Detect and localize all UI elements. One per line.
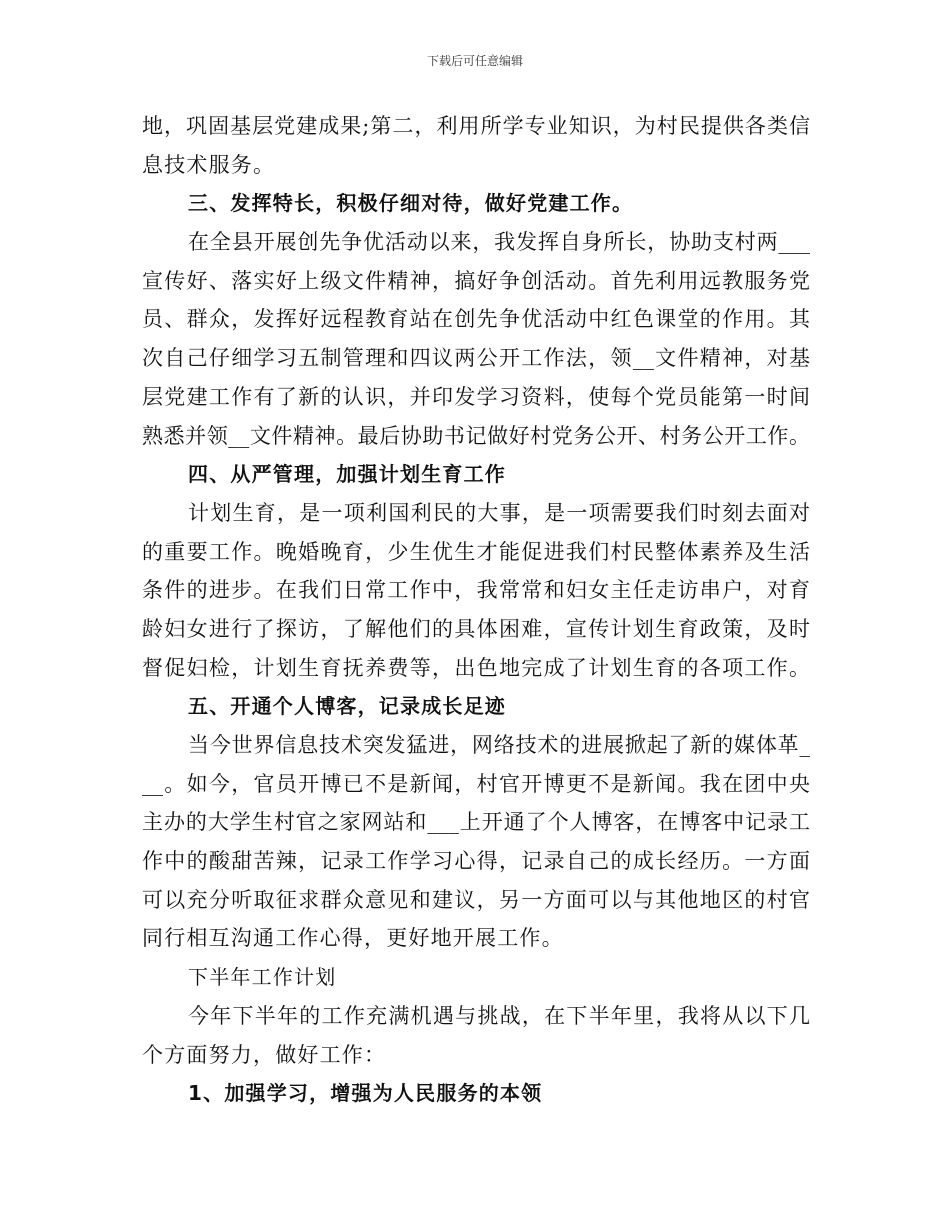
- text-line: 在全县开展创先争优活动以来，我发挥自身所长，协助支村两___: [188, 230, 810, 255]
- text-line: 条件的进步。在我们日常工作中，我常常和妇女主任走访串户，对育: [142, 578, 810, 603]
- text-line: 层党建工作有了新的认识，并印发学习资料，使每个党员能第一时间: [142, 384, 810, 409]
- text-line: 员、群众，发挥好远程教育站在创先争优活动中红色课堂的作用。其: [142, 307, 810, 332]
- text-line: 当今世界信息技术突发猛进，网络技术的进展掀起了新的媒体革_: [188, 733, 810, 757]
- section-heading: 1、加强学习，增强为人民服务的本领: [188, 1081, 543, 1106]
- text-line: 可以充分听取征求群众意见和建议，另一方面可以与其他地区的村官: [142, 887, 810, 912]
- text-line: 主办的大学生村官之家网站和___上开通了个人博客，在博客中记录工: [142, 810, 810, 835]
- text-line: 作中的酸甜苦辣，记录工作学习心得，记录自己的成长经历。一方面: [142, 849, 810, 874]
- text-line: 息技术服务。: [142, 152, 276, 177]
- text-line: __。如今，官员开博已不是新闻，村官开博更不是新闻。我在团中央: [142, 771, 810, 796]
- text-line: 个方面努力，做好工作：: [142, 1042, 387, 1067]
- text-line: 熟悉并领__文件精神。最后协助书记做好村党务公开、村务公开工作。: [142, 423, 810, 448]
- text-line: 同行相互沟通工作心得，更好地开展工作。: [142, 926, 564, 951]
- section-heading: 三、发挥特长，积极仔细对待，做好党建工作。: [188, 191, 634, 216]
- text-line: 计划生育，是一项利国利民的大事，是一项需要我们时刻去面对: [188, 500, 810, 525]
- text-line: 督促妇检，计划生育抚养费等，出色地完成了计划生育的各项工作。: [142, 655, 810, 680]
- subsection-title: 下半年工作计划: [188, 965, 337, 990]
- text-line: 龄妇女进行了探访，了解他们的具体困难，宣传计划生育政策，及时: [142, 616, 810, 641]
- section-heading: 五、开通个人博客，记录成长足迹: [188, 694, 506, 719]
- text-line: 的重要工作。晚婚晚育，少生优生才能促进我们村民整体素养及生活: [142, 539, 810, 564]
- text-line: 今年下半年的工作充满机遇与挑战，在下半年里，我将从以下几: [188, 1003, 810, 1028]
- text-line: 次自己仔细学习五制管理和四议两公开工作法，领__文件精神，对基: [142, 346, 810, 371]
- text-line: 地，巩固基层党建成果;第二，利用所学专业知识，为村民提供各类信: [142, 114, 810, 138]
- section-heading: 四、从严管理，加强计划生育工作: [188, 462, 506, 487]
- text-line: 宣传好、落实好上级文件精神，搞好争创活动。首先利用远教服务党: [142, 268, 810, 293]
- page-header-note: 下载后可任意编辑: [426, 54, 523, 68]
- document-body: [142, 107, 810, 1113]
